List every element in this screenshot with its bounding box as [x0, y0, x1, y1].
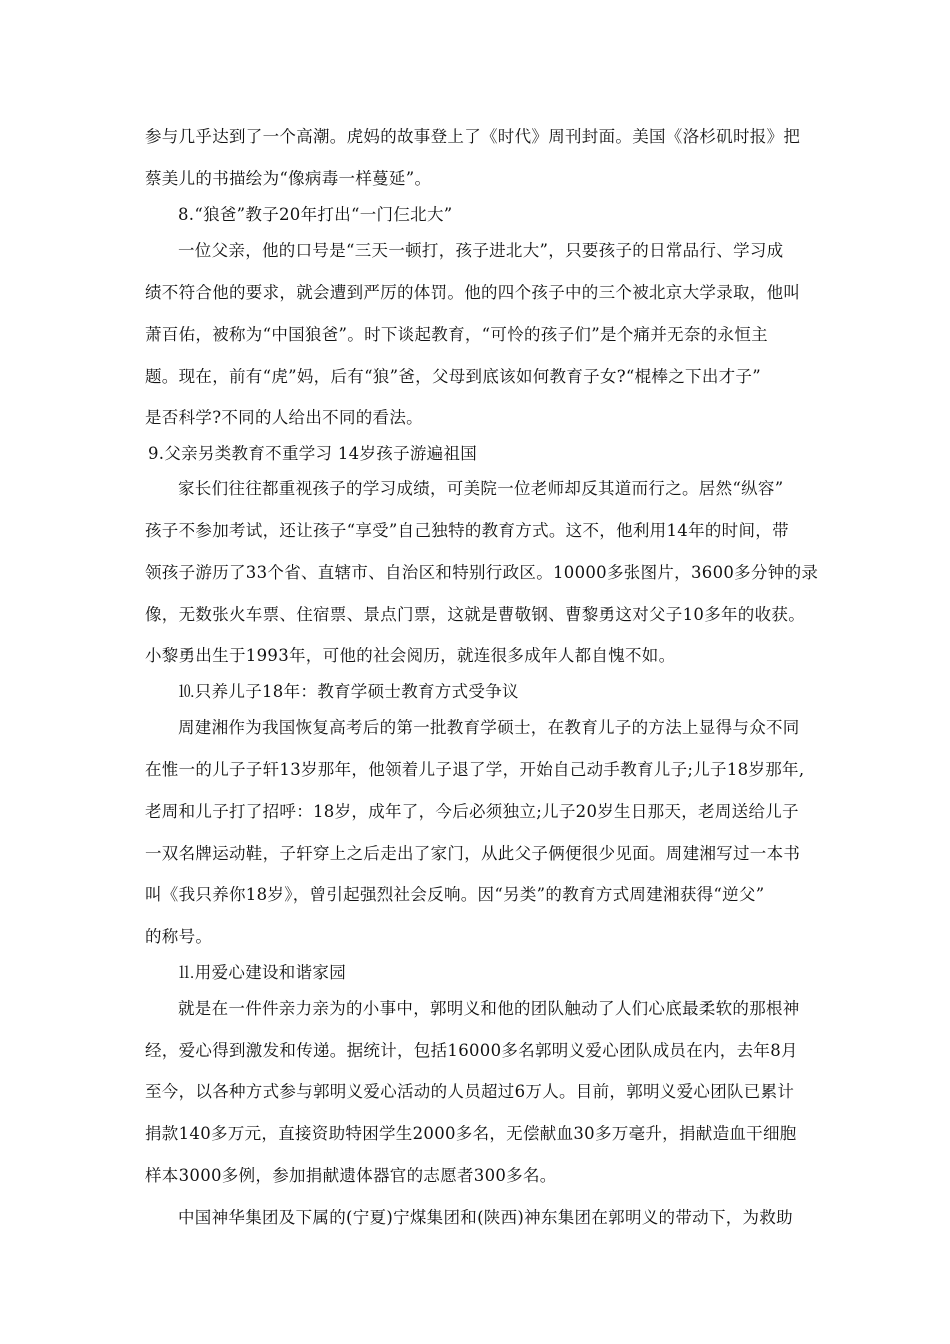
- paragraph-line: 捐款140多万元，直接资助特困学生2000多名，无偿献血30多万毫升，捐献造血干细胞: [145, 1124, 797, 1143]
- paragraph-line: 一双名牌运动鞋，子轩穿上之后走出了家门，从此父子俩便很少见面。周建湘写过一本书: [145, 844, 801, 863]
- paragraph-line: 样本3000多例，参加捐献遗体器官的志愿者300多名。: [145, 1166, 557, 1185]
- paragraph-line: 蔡美儿的书描绘为“像病毒一样蔓延”。: [145, 169, 432, 188]
- paragraph-line: 像，无数张火车票、住宿票、景点门票，这就是曹敬钢、曹黎勇这对父子10多年的收获。: [145, 605, 805, 624]
- section-heading: ⒒用爱心建设和谐家园: [178, 963, 346, 982]
- paragraph-line: 老周和儿子打了招呼：18岁，成年了，今后必须独立;儿子20岁生日那天，老周送给儿子: [145, 802, 799, 821]
- paragraph-line: 萧百佑，被称为“中国狼爸”。时下谈起教育，“可怜的孩子们”是个痛并无奈的永恒主: [145, 325, 768, 344]
- paragraph-line: 家长们往往都重视孩子的学习成绩，可美院一位老师却反其道而行之。居然“纵容”: [178, 479, 784, 498]
- paragraph-line: 一位父亲，他的口号是“三天一顿打，孩子进北大”，只要孩子的日常品行、学习成: [178, 241, 784, 260]
- paragraph-line: 领孩子游历了33个省、直辖市、自治区和特别行政区。10000多张图片，3600多分钟的录: [145, 563, 819, 582]
- paragraph-line: 在惟一的儿子子轩13岁那年，他领着儿子退了学，开始自己动手教育儿子;儿子18岁那年,: [145, 760, 805, 779]
- section-heading: 9.父亲另类教育不重学习 14岁孩子游遍祖国: [148, 444, 478, 463]
- paragraph-line: 就是在一件件亲力亲为的小事中，郭明义和他的团队触动了人们心底最柔软的那根神: [178, 999, 800, 1018]
- paragraph-line: 是否科学?不同的人给出不同的看法。: [145, 408, 423, 427]
- paragraph-line: 题。现在，前有“虎”妈，后有“狼”爸，父母到底该如何教育子女?“棍棒之下出才子”: [145, 367, 761, 386]
- paragraph-line: 中国神华集团及下属的(宁夏)宁煤集团和(陕西)神东集团在郭明义的带动下，为救助: [178, 1208, 793, 1227]
- section-heading: ⒑只养儿子18年：教育学硕士教育方式受争议: [178, 682, 519, 701]
- paragraph-line: 叫《我只养你18岁》，曾引起强烈社会反响。因“另类”的教育方式周建湘获得“逆父”: [145, 885, 765, 904]
- section-heading: 8.“狼爸”教子20年打出“一门仨北大”: [178, 205, 453, 224]
- paragraph-line: 参与几乎达到了一个高潮。虎妈的故事登上了《时代》周刊封面。美国《洛杉矶时报》把: [145, 127, 801, 146]
- paragraph-line: 经，爱心得到激发和传递。据统计，包括16000多名郭明义爱心团队成员在内，去年8月: [145, 1041, 798, 1060]
- paragraph-line: 孩子不参加考试，还让孩子“享受”自己独特的教育方式。这不，他利用14年的时间，带: [145, 521, 789, 540]
- paragraph-line: 至今，以各种方式参与郭明义爱心活动的人员超过6万人。目前，郭明义爱心团队已累计: [145, 1082, 795, 1101]
- paragraph-line: 绩不符合他的要求，就会遭到严厉的体罚。他的四个孩子中的三个被北京大学录取，他叫: [145, 283, 801, 302]
- paragraph-line: 的称号。: [145, 927, 213, 946]
- paragraph-line: 周建湘作为我国恢复高考后的第一批教育学硕士，在教育儿子的方法上显得与众不同: [178, 718, 800, 737]
- paragraph-line: 小黎勇出生于1993年，可他的社会阅历，就连很多成年人都自愧不如。: [145, 646, 676, 665]
